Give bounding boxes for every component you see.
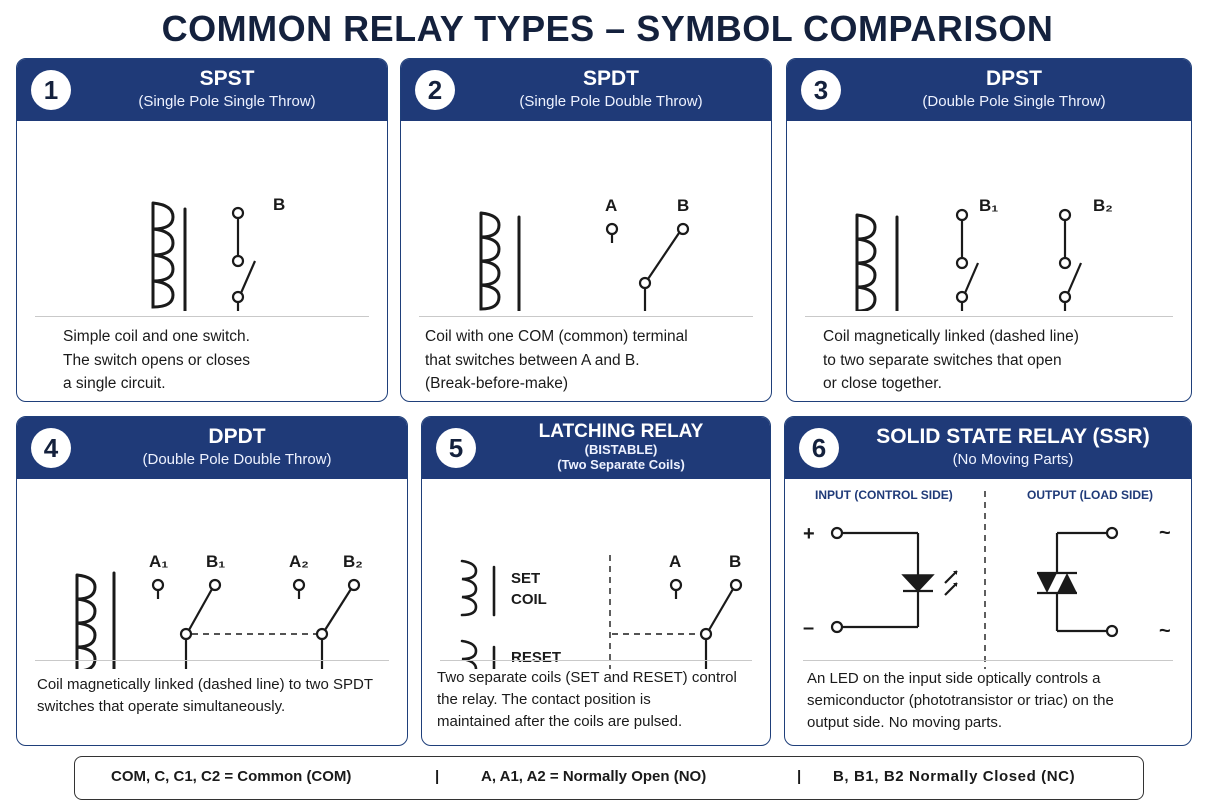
switch-blade-2 [1068, 263, 1081, 293]
number-badge: 1 [31, 70, 71, 110]
ssr-diagram [785, 479, 1192, 669]
card-ssr [784, 416, 1192, 746]
terminal-b2 [1060, 210, 1070, 220]
label-b1: B₁ [979, 196, 999, 215]
terminal-b [678, 224, 688, 234]
contact-pivot [233, 292, 243, 302]
card-title: SOLID STATE RELAY (SSR) [876, 425, 1150, 448]
card-title: LATCHING RELAY [538, 421, 704, 442]
switch-blade [648, 233, 679, 279]
divider [35, 316, 369, 317]
divider [419, 316, 753, 317]
card-subtitle: (Double Pole Single Throw) [922, 93, 1106, 110]
card-spst [16, 58, 388, 402]
coil-symbol [153, 203, 173, 307]
card-description: Two separate coils (SET and RESET) control the relay. The contact position is maintained after the coils are pulsed. [437, 669, 737, 730]
card-title: DPST [985, 67, 1042, 90]
terminal-ac-1 [1107, 528, 1117, 538]
divider [805, 316, 1173, 317]
legend-separator: | [435, 768, 440, 785]
label-b: B [729, 552, 742, 571]
card-description: Simple coil and one switch. The switch opens or closes a single circuit. [63, 328, 250, 392]
number-badge: 3 [801, 70, 841, 110]
legend-normally-closed: B, B1, B2 Normally Closed (NC) [833, 768, 1076, 785]
coil-symbol [481, 213, 499, 309]
switch-blade [241, 261, 255, 293]
number-badge: 6 [799, 428, 839, 468]
label-set-coil: COIL [511, 591, 547, 608]
divider [440, 660, 752, 661]
terminal-minus [832, 622, 842, 632]
triac-icon-b [1057, 573, 1077, 593]
card-title: DPDT [208, 425, 266, 448]
label-b: B [677, 196, 690, 215]
dpst-diagram [787, 121, 1192, 311]
legend-common: COM, C, C1, C2 = Common (COM) [111, 768, 352, 785]
terminal-b1 [957, 210, 967, 220]
terminal-b2 [349, 580, 359, 590]
card-description: Coil magnetically linked (dashed line) to two separate switches that open or close together. [823, 328, 1079, 392]
number-badge: 2 [415, 70, 455, 110]
card-latching [421, 416, 771, 746]
card-description: Coil with one COM (common) terminal that switches between A and B. (Break-before-make) [425, 328, 688, 392]
card-dpst [786, 58, 1192, 402]
label-a: A [669, 552, 682, 571]
card-subtitle: (Single Pole Double Throw) [519, 93, 703, 110]
card-subtitle: (Double Pole Double Throw) [142, 451, 332, 468]
label-minus: – [803, 617, 815, 639]
triac-icon-a [1037, 573, 1057, 593]
number-badge: 4 [31, 428, 71, 468]
card-dpdt [16, 416, 408, 746]
legend-separator: | [797, 768, 802, 785]
card-header [17, 59, 387, 121]
label-a: A [605, 196, 618, 215]
card-header [785, 417, 1191, 479]
legend-bar [74, 756, 1144, 800]
latching-diagram [422, 479, 771, 669]
label-plus: + [803, 523, 815, 545]
terminal-a2 [294, 580, 304, 590]
label-a2: A₂ [289, 552, 309, 571]
switch-blade-1 [965, 263, 978, 293]
led-diode-icon [903, 575, 933, 591]
card-header [17, 417, 407, 479]
label-b2: B₂ [343, 552, 363, 571]
card-spdt [400, 58, 772, 402]
terminal-a [671, 580, 681, 590]
card-subtitle: (No Moving Parts) [952, 451, 1074, 468]
card-subtitle: (Single Pole Single Throw) [138, 93, 316, 110]
label-output: OUTPUT (LOAD SIDE) [1027, 488, 1153, 502]
dpdt-diagram [17, 479, 408, 669]
number-badge: 5 [436, 428, 476, 468]
terminal-ac-2 [1107, 626, 1117, 636]
terminal-b [233, 208, 243, 218]
card-subtitle-2: (Two Separate Coils) [557, 457, 685, 472]
card-header [401, 59, 771, 121]
switch-blade-2 [325, 589, 351, 630]
reset-coil-symbol [462, 641, 476, 669]
terminal-a [607, 224, 617, 234]
terminal-a1 [153, 580, 163, 590]
label-b2: B₂ [1093, 196, 1113, 215]
label-ac-1: ~ [1159, 522, 1171, 544]
label-ac-2: ~ [1159, 620, 1171, 642]
coil-symbol [857, 215, 875, 311]
spdt-diagram [401, 121, 772, 311]
card-title: SPDT [582, 67, 639, 90]
card-description: Coil magnetically linked (dashed line) to two SPDT switches that operate simultaneously. [37, 676, 373, 715]
label-set: SET [511, 570, 541, 587]
contact-com [640, 278, 650, 288]
terminal-plus [832, 528, 842, 538]
card-description: An LED on the input side optically controls a semiconductor (phototransistor or triac) on the output side. No moving parts. [807, 670, 1114, 731]
label-b1: B₁ [206, 552, 226, 571]
contact-upper [233, 256, 243, 266]
card-title: SPST [199, 67, 255, 90]
label-b: B [273, 195, 286, 214]
coil-symbol [77, 575, 95, 669]
divider [803, 660, 1173, 661]
terminal-b1 [210, 580, 220, 590]
label-reset: RESET [511, 649, 562, 666]
card-header [787, 59, 1191, 121]
page-title: COMMON RELAY TYPES – SYMBOL COMPARISON [161, 8, 1054, 49]
switch-blade-1 [189, 589, 212, 630]
label-input: INPUT (CONTROL SIDE) [815, 488, 953, 502]
spst-diagram [17, 121, 388, 311]
set-coil-symbol [462, 561, 476, 615]
terminal-b [731, 580, 741, 590]
label-a1: A₁ [149, 552, 169, 571]
switch-blade [709, 589, 733, 630]
card-header [422, 417, 770, 479]
divider [35, 660, 389, 661]
legend-normally-open: A, A1, A2 = Normally Open (NO) [481, 768, 707, 785]
card-subtitle: (BISTABLE) [584, 442, 658, 457]
